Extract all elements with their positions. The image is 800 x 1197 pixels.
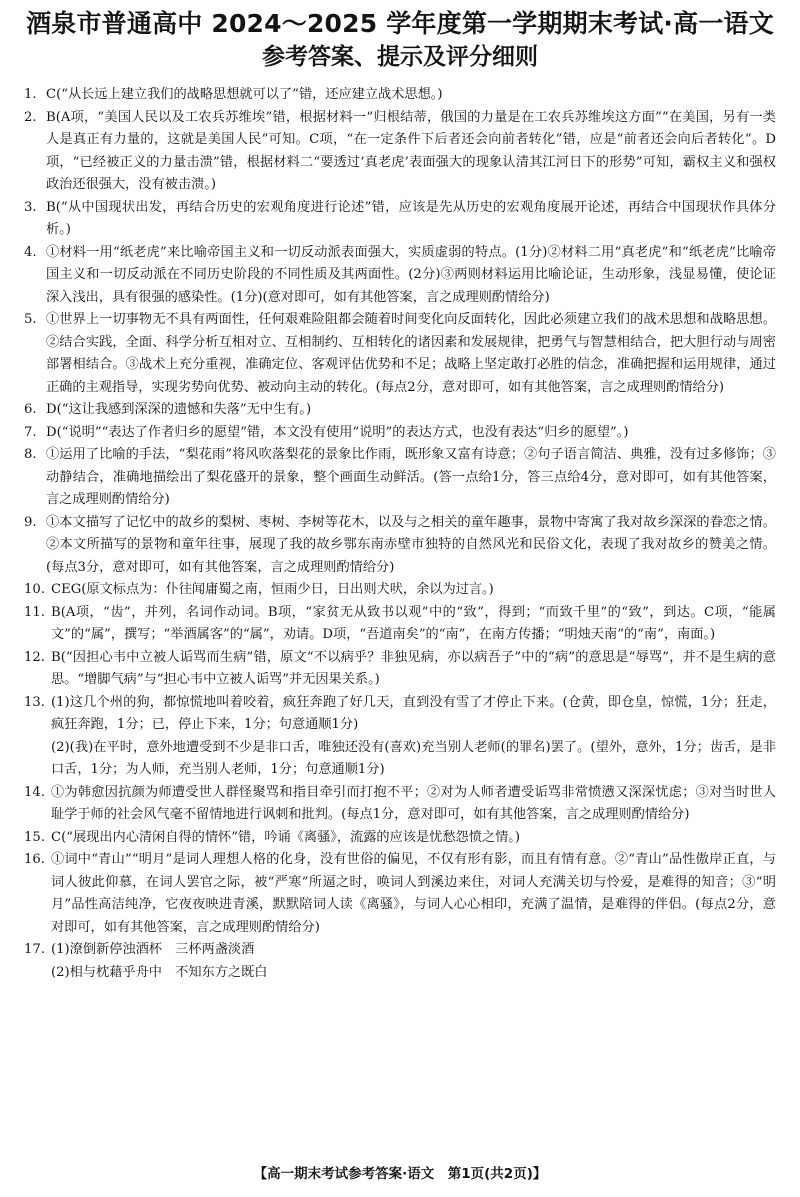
answer-item-14 bbox=[24, 782, 776, 827]
answer-number: 2. bbox=[24, 109, 37, 125]
answer-item-3 bbox=[24, 197, 776, 242]
answer-item-2 bbox=[24, 107, 776, 197]
answer-item-8 bbox=[24, 444, 776, 512]
answer-number: 16. bbox=[24, 852, 45, 867]
answer-number: 7. bbox=[24, 424, 37, 440]
answer-item-10 bbox=[24, 579, 776, 602]
answer-item-6 bbox=[24, 399, 776, 422]
answer-text: ①世界上一切事物无不具有两面性，任何艰难险阻都会随着时间变化向反面转化，因此必须建立我们的战术思想和战略思想。②结合实践，全面、科学分析互相对立、互相制约、互相转化的诸因素和发展规律，把勇气与智慧相结合，把大胆行动与周密部署相结合。③战术上充分重视，准确定位、客观评估优势和不足；战略上坚定敢打必胜的信念，准确把握和运用规律，通过正确的主观指导，实现劣势向优势、被动向主动的转化。(每点2分，意对即可，如有其他答案，言之成理则酌情给分) bbox=[46, 312, 776, 395]
answer-text: B(A项，“美国人民以及工农兵苏维埃”错，根据材料一“归根结蒂，俄国的力量是在工农兵苏维埃这方面”“在美国，另有一类人是真正有力量的，这就是美国人民”可知。C项，“在一定条件下后者还会向前者转化”错，应是“前者还会向后者转化”。D项，“已经被正义的力量击溃”错，根据材料二“要透过‘真老虎’表面强大的现象认清其江河日下的形势”可知，霸权主义和强权政治还很强大，没有被击溃。) bbox=[46, 109, 776, 192]
answer-number: 13. bbox=[24, 694, 45, 710]
answer-item-7 bbox=[24, 422, 776, 445]
answer-subpart: (1)潦倒新停浊酒杯 三杯两盏淡酒 bbox=[51, 942, 255, 957]
answer-subpart: (1)这几个州的狗，都惊慌地叫着咬着，疯狂奔跑了好几天，直到没有雪了才停止下来。(仓黄，即仓皇，惊慌，1分；狂走，疯狂奔跑，1分；已，停止下来，1分；句意通顺1分) bbox=[51, 694, 776, 732]
answer-subpart: (2)相与枕藉乎舟中 不知东方之既白 bbox=[51, 964, 268, 980]
answer-number: 4. bbox=[24, 244, 37, 260]
answer-number: 12. bbox=[24, 649, 45, 665]
answer-item-12 bbox=[24, 647, 776, 692]
answer-number: 1. bbox=[24, 87, 37, 102]
page-footer: 【高一期末考试参考答案·语文 第1页(共2页)】 bbox=[253, 1166, 547, 1182]
answer-number: 3. bbox=[24, 199, 37, 215]
answer-text: ①为韩愈因抗颜为师遭受世人群怪聚骂和指目牵引而打抱不平；②对为人师者遭受诟骂非常愤懑又深深忧虑；③对当时世人耻学于师的社会风气毫不留情地进行讽刺和批判。(每点1分，意对即可，如有其他答案，言之成理则酌情给分) bbox=[51, 784, 776, 822]
answer-item-16 bbox=[24, 849, 776, 939]
answer-text: ①运用了比喻的手法，“梨花雨”将风吹落梨花的景象比作雨，既形象又富有诗意；②句子语言简洁、典雅，没有过多修饰；③动静结合，准确地描绘出了梨花盛开的景象，整个画面生动鲜活。(答一点给1分，答三点给4分，意对即可，如有其他答案，言之成理则酌情给分) bbox=[46, 447, 776, 507]
answer-item-4 bbox=[24, 242, 776, 310]
answer-number: 15. bbox=[24, 829, 45, 845]
answer-item-15 bbox=[24, 827, 776, 850]
answer-number: 17. bbox=[24, 942, 45, 957]
answer-item-5 bbox=[24, 309, 776, 399]
answer-text: D(“这让我感到深深的遗憾和失落”无中生有。) bbox=[46, 402, 312, 417]
answer-text: C(“展现出内心清闲自得的情怀”错，吟诵《离骚》，流露的应该是忧愁怨愤之情。) bbox=[51, 829, 521, 845]
answer-subpart: (2)(我)在平时，意外地遭受到不少是非口舌，唯独还没有(喜欢)充当别人老师(的罪名)罢了。(望外，意外，1分；齿舌，是非口舌，1分；为人师，充当别人老师，1分；句意通顺1分) bbox=[51, 739, 776, 777]
answer-text: B(“从中国现状出发，再结合历史的宏观角度进行论述”错，应该是先从历史的宏观角度展开论述，再结合中国现状作具体分析。) bbox=[46, 199, 776, 237]
answer-text: ①材料一用“纸老虎”来比喻帝国主义和一切反动派表面强大，实质虚弱的特点。(1分)②材料二用“真老虎”和“纸老虎”比喻帝国主义和一切反动派在不同历史阶段的不同性质及其两面性。(2分)③两则材料运用比喻论证，生动形象，浅显易懂，使论证深入浅出，具有很强的感染性。(1分)(意对即可，如有其他答案，言之成理则酌情给分) bbox=[46, 244, 776, 305]
answer-list bbox=[24, 84, 776, 984]
answer-text: C(“从长远上建立我们的战略思想就可以了”错，还应建立战术思想。) bbox=[46, 87, 443, 102]
answer-text: ①本文描写了记忆中的故乡的梨树、枣树、李树等花木，以及与之相关的童年趣事，景物中寄寓了我对故乡深深的眷恋之情。②本文所描写的景物和童年往事，展现了我的故乡鄂东南赤壁市独特的自然风光和民俗文化，表现了我对故乡的赞美之情。(每点3分，意对即可，如有其他答案，言之成理则酌情给分) bbox=[46, 514, 776, 575]
answer-number: 5. bbox=[24, 312, 37, 327]
answer-text: B(“因担心韦中立被人诟骂而生病”错，原文“不以病乎？非独见病，亦以病吾子”中的“病”的意思是“辱骂”，并不是生病的意思。“增脚气病”与“担心韦中立被人诟骂”并无因果关系。) bbox=[51, 649, 776, 687]
answer-item-17 bbox=[24, 939, 776, 984]
answer-text: CEG(原文标点为：仆往闻庸蜀之南，恒雨少日，日出则犬吠，余以为过言。) bbox=[51, 582, 494, 597]
answer-number: 11. bbox=[24, 604, 45, 620]
answer-text: D(“说明”“表达了作者归乡的愿望”错，本文没有使用“说明”的表达方式，也没有表达“归乡的愿望”。) bbox=[46, 424, 629, 440]
answer-item-9 bbox=[24, 512, 776, 580]
answer-item-11 bbox=[24, 602, 776, 647]
answer-text: B(A项，“齿”，并列，名词作动词。B项，“家贫无从致书以观”中的“致”，得到；“而致千里”的“致”，到达。C项，“能属文”的“属”，撰写；“举酒属客”的“属”，劝请。D项，“吾道南矣”的“南”，在南方传播；“明烛天南”的“南”，南面。) bbox=[51, 604, 776, 642]
answer-number: 10. bbox=[24, 582, 45, 597]
answer-number: 8. bbox=[24, 447, 37, 462]
answer-number: 9. bbox=[24, 514, 37, 530]
answer-number: 6. bbox=[24, 402, 37, 417]
answer-text: ①词中“青山”“明月”是词人理想人格的化身，没有世俗的偏见，不仅有形有影，而且有情有意。②“青山”品性傲岸正直，与词人彼此仰慕，在词人罢官之际，被“严寒”所逼之时，唤词人到溪边来住，对词人充满关切与怜爱，是难得的知音；③“明月”品性高洁纯净，它夜夜映进青溪，默默陪词人读《离骚》，与词人心心相印，充满了温情，是难得的伴侣。(每点2分，意对即可，如有其他答案，言之成理则酌情给分) bbox=[51, 852, 776, 935]
answer-item-1 bbox=[24, 84, 776, 107]
page-title: 酒泉市普通高中 2024～2025 学年度第一学期期末考试·高一语文 bbox=[26, 9, 774, 38]
answer-item-13 bbox=[24, 692, 776, 782]
page-subtitle: 参考答案、提示及评分细则 bbox=[262, 44, 538, 70]
answer-number: 14. bbox=[24, 784, 45, 800]
